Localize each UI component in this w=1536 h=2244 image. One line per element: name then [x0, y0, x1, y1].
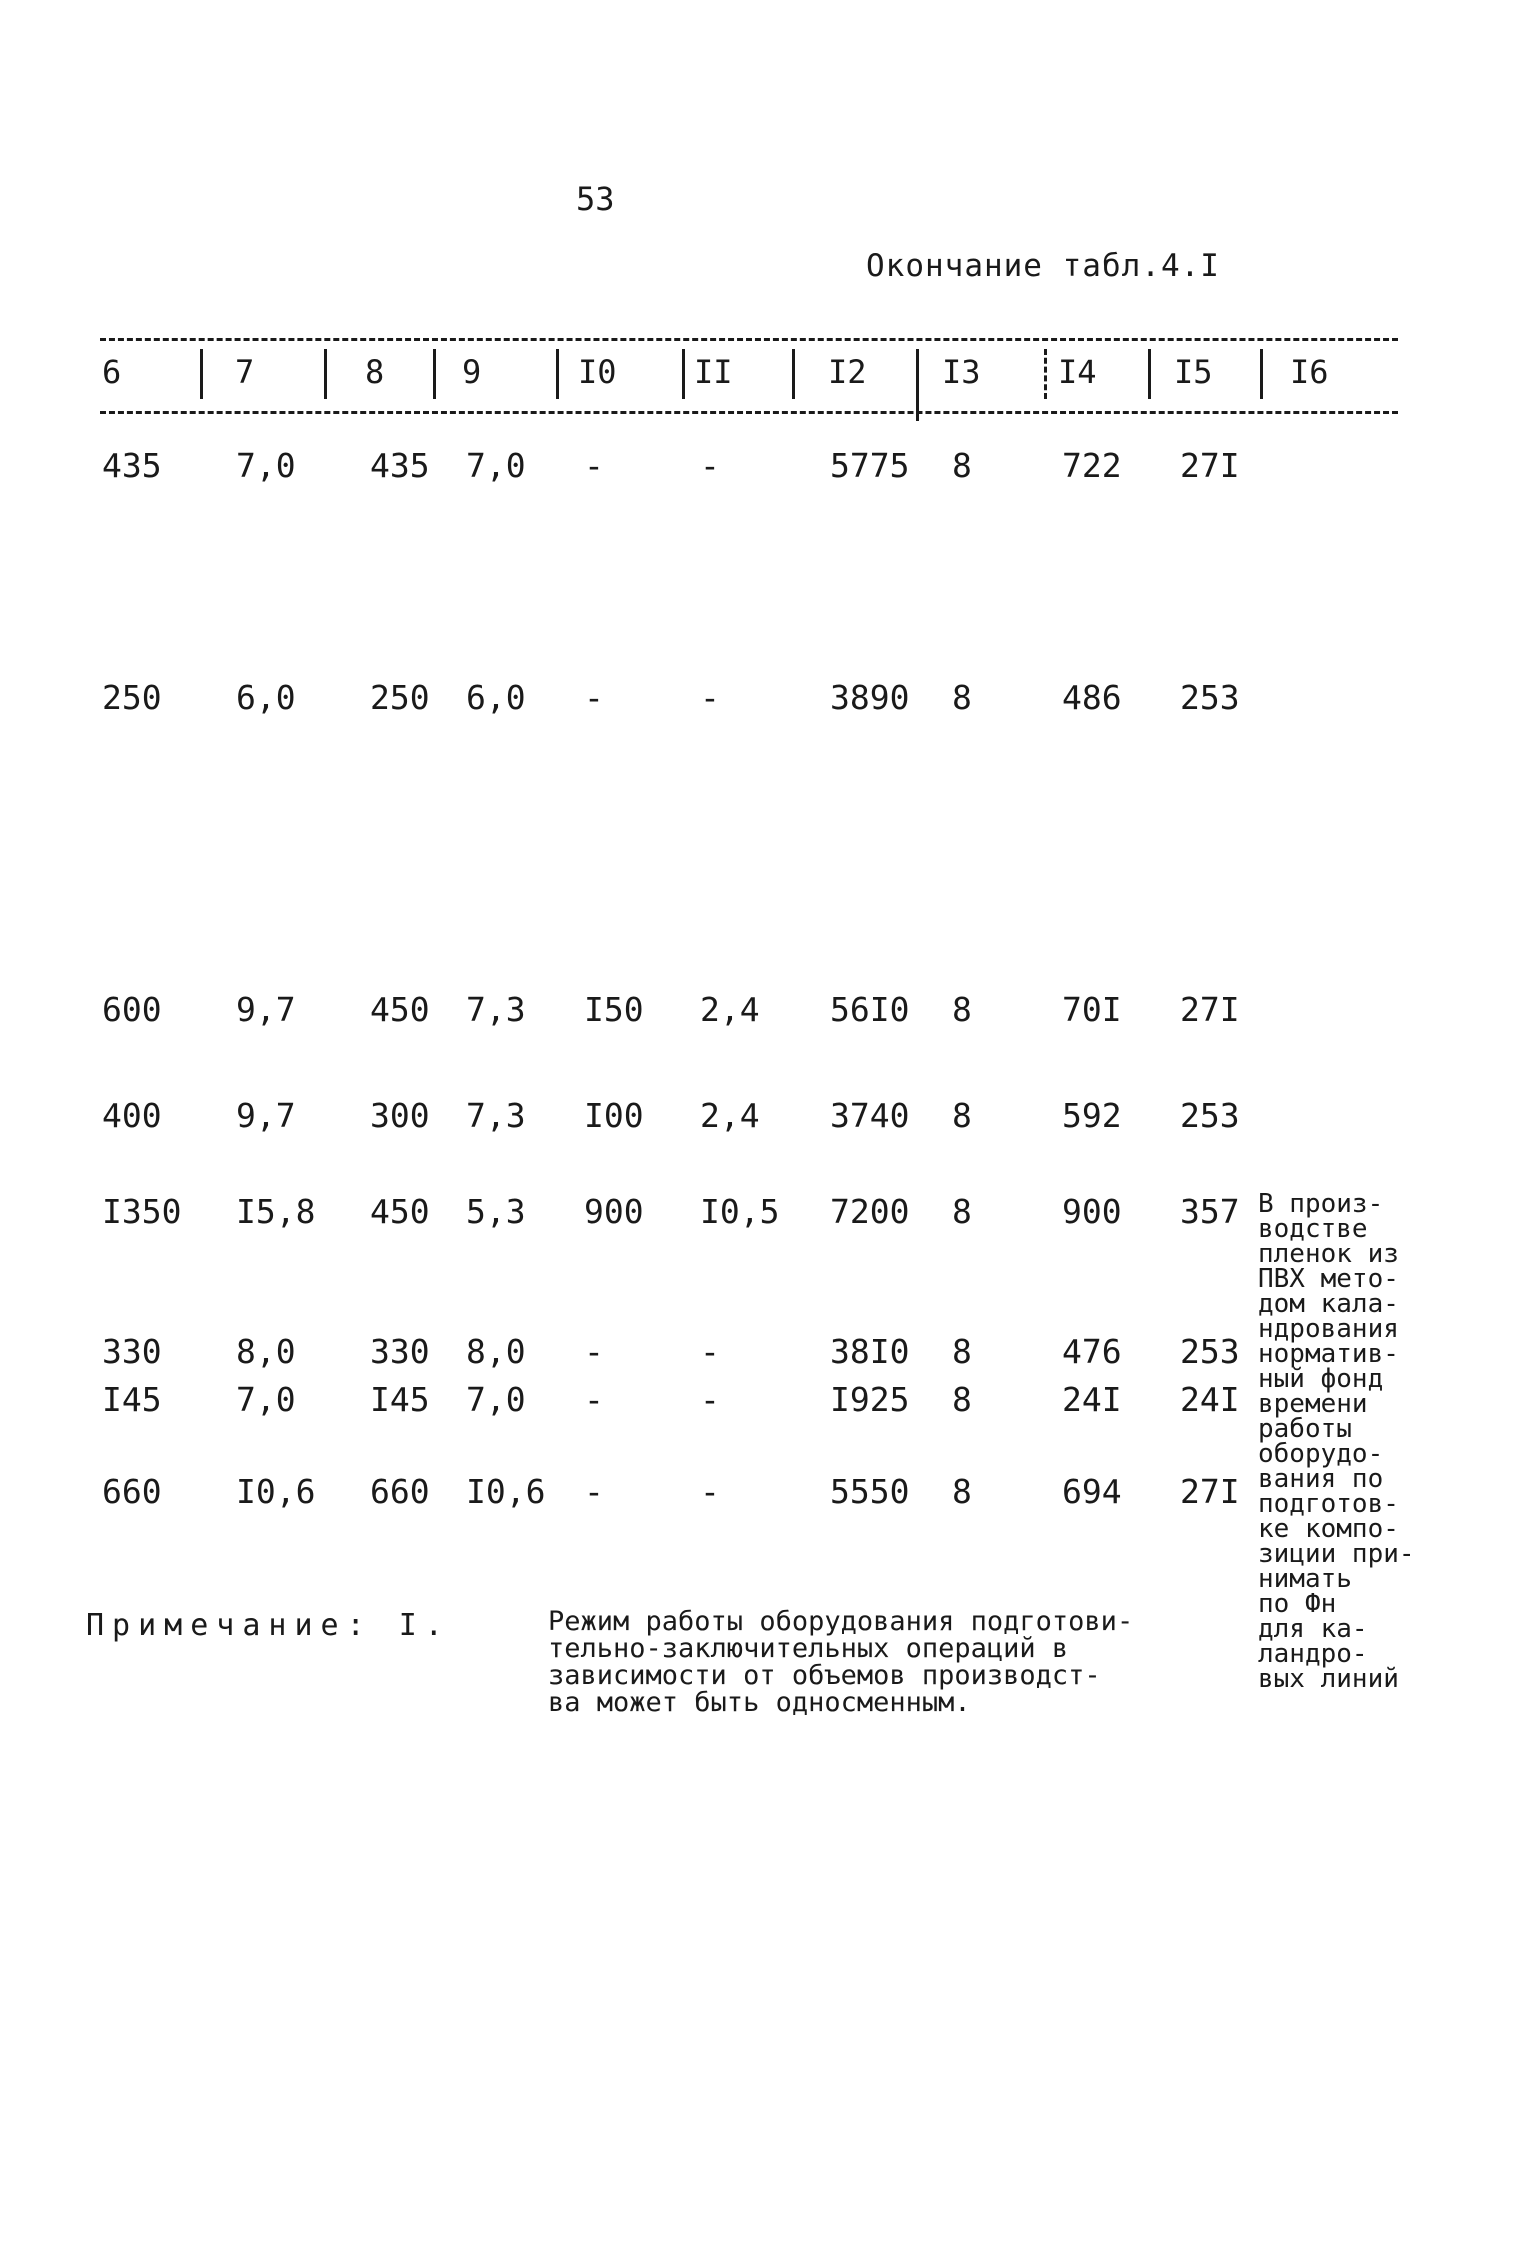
table-cell: - [584, 1472, 604, 1511]
table-cell: 7,0 [466, 1380, 526, 1419]
note-label: Примечание: I. [86, 1608, 451, 1643]
table-cell: 8 [952, 1332, 972, 1371]
table-cell: 5775 [830, 446, 910, 485]
table-cell: 7200 [830, 1192, 910, 1231]
table-cell: 450 [370, 1192, 430, 1231]
table-cell: I5,8 [236, 1192, 316, 1231]
table-cell: 27I [1180, 446, 1240, 485]
table-cell: 8 [952, 1380, 972, 1419]
table-cell: I0,5 [700, 1192, 780, 1231]
table-cell: 660 [102, 1472, 162, 1511]
table-cell: 3890 [830, 678, 910, 717]
table-cell: 7,0 [466, 446, 526, 485]
table-cell: I00 [584, 1096, 644, 1135]
table-cell: - [700, 1472, 720, 1511]
table-cell: - [584, 1380, 604, 1419]
table-cell: 38I0 [830, 1332, 910, 1371]
side-note: В произ- водстве пленок из ПВХ мето- дом кала- ндрования норматив- ный фонд времени работы оборудо- вания по подготов- ке компо- зиции при- нимать по Фн для ка- ландро- вых линий [1258, 1189, 1415, 1694]
table-cell: 592 [1062, 1096, 1122, 1135]
column-header: 8 [365, 353, 385, 391]
table-cell: 450 [370, 990, 430, 1029]
table-cell: 3740 [830, 1096, 910, 1135]
table-cell: 357 [1180, 1192, 1240, 1231]
column-divider [1044, 349, 1047, 399]
table-cell: 253 [1180, 1332, 1240, 1371]
table-cell: 435 [370, 446, 430, 485]
table-cell: - [700, 1380, 720, 1419]
table-cell: 600 [102, 990, 162, 1029]
table-cell: - [700, 1332, 720, 1371]
table-cell: 7,3 [466, 1096, 526, 1135]
column-divider [1148, 349, 1151, 399]
table-cell: 330 [102, 1332, 162, 1371]
table-cell: 8 [952, 1192, 972, 1231]
table-cell: 7,0 [236, 446, 296, 485]
table-cell: 253 [1180, 678, 1240, 717]
table-cell: 722 [1062, 446, 1122, 485]
table-cell: 9,7 [236, 990, 296, 1029]
note-text: Режим работы оборудования подготови- тельно-заключительных операций в зависимости от объемов производст- ва может быть односменным. [548, 1606, 1134, 1718]
column-divider [324, 349, 327, 399]
table-cell: I45 [370, 1380, 430, 1419]
table-cell: 8 [952, 1096, 972, 1135]
column-header: 7 [235, 353, 255, 391]
table-cell: - [584, 1332, 604, 1371]
table-cell: 400 [102, 1096, 162, 1135]
table-cell: 27I [1180, 1472, 1240, 1511]
table-cell: 253 [1180, 1096, 1240, 1135]
table-cell: 5,3 [466, 1192, 526, 1231]
column-header: I5 [1174, 353, 1213, 391]
column-header: I4 [1058, 353, 1097, 391]
table-cell: 7,3 [466, 990, 526, 1029]
table-cell: 300 [370, 1096, 430, 1135]
table-cell: - [584, 446, 604, 485]
table-cell: 330 [370, 1332, 430, 1371]
table-cell: 2,4 [700, 1096, 760, 1135]
column-divider [792, 349, 795, 399]
table-cell: 660 [370, 1472, 430, 1511]
column-header: I2 [828, 353, 867, 391]
table-cell: - [584, 678, 604, 717]
table-cell: 6,0 [466, 678, 526, 717]
column-divider [556, 349, 559, 399]
table-cell: 9,7 [236, 1096, 296, 1135]
column-divider [1260, 349, 1263, 399]
table-cell: I45 [102, 1380, 162, 1419]
table-cell: 70I [1062, 990, 1122, 1029]
column-header: I3 [942, 353, 981, 391]
table-cell: I350 [102, 1192, 182, 1231]
table-header-row [100, 338, 1398, 414]
table-cell: I925 [830, 1380, 910, 1419]
page-number: 53 [576, 180, 615, 218]
table-cell: I50 [584, 990, 644, 1029]
column-header: 6 [102, 353, 122, 391]
table-cell: 6,0 [236, 678, 296, 717]
table-cell: 694 [1062, 1472, 1122, 1511]
table-cell: 8 [952, 1472, 972, 1511]
column-header: 9 [462, 353, 482, 391]
table-cell: 250 [370, 678, 430, 717]
column-divider [916, 349, 919, 421]
table-cell: 24I [1180, 1380, 1240, 1419]
column-divider [433, 349, 436, 399]
table-cell: 8 [952, 990, 972, 1029]
table-cell: 900 [1062, 1192, 1122, 1231]
table-cell: 8,0 [466, 1332, 526, 1371]
column-header: II [694, 353, 733, 391]
table-cell: 5550 [830, 1472, 910, 1511]
table-cell: 8 [952, 446, 972, 485]
table-cell: 7,0 [236, 1380, 296, 1419]
table-cell: 24I [1062, 1380, 1122, 1419]
table-cell: 8,0 [236, 1332, 296, 1371]
table-cell: - [700, 678, 720, 717]
table-cell: 27I [1180, 990, 1240, 1029]
column-divider [682, 349, 685, 399]
column-header: I6 [1290, 353, 1329, 391]
table-cell: 476 [1062, 1332, 1122, 1371]
table-cell: 8 [952, 678, 972, 717]
table-cell: I0,6 [236, 1472, 316, 1511]
column-divider [200, 349, 203, 399]
column-header: I0 [578, 353, 617, 391]
table-cell: 486 [1062, 678, 1122, 717]
table-cell: 2,4 [700, 990, 760, 1029]
table-cell: - [700, 446, 720, 485]
table-cell: 250 [102, 678, 162, 717]
table-cell: I0,6 [466, 1472, 546, 1511]
table-cell: 435 [102, 446, 162, 485]
table-cell: 56I0 [830, 990, 910, 1029]
table-cell: 900 [584, 1192, 644, 1231]
table-caption: Окончание табл.4.I [866, 248, 1220, 284]
